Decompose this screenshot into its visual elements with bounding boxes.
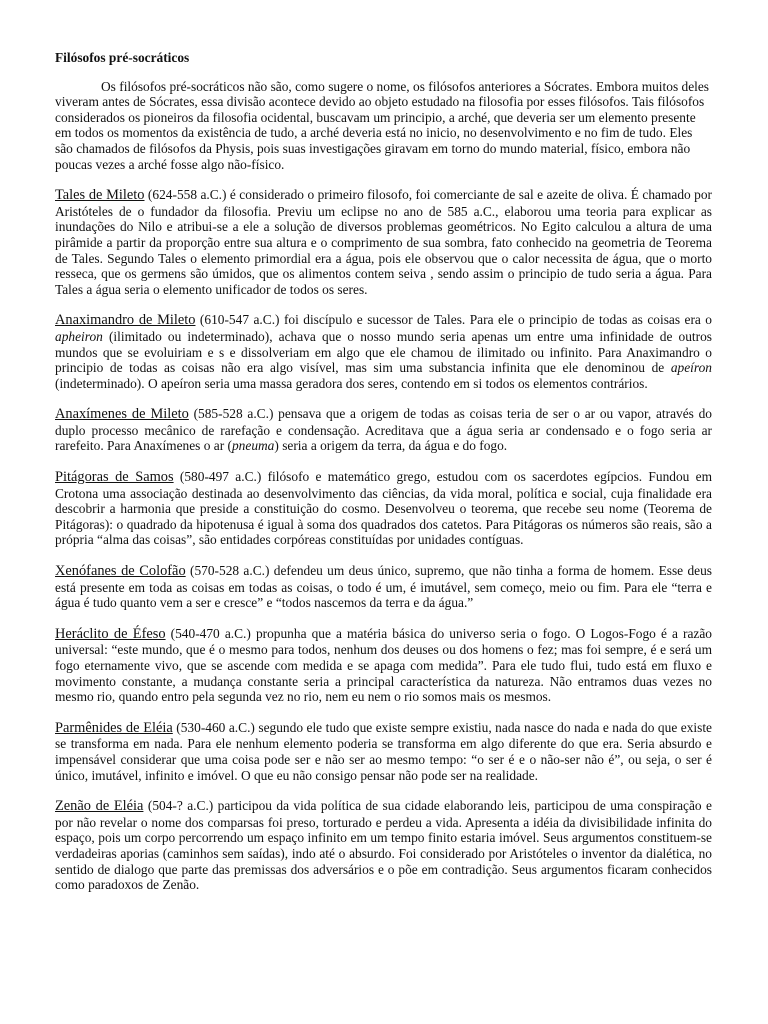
entry-zenao [55, 798, 712, 893]
entry-pitagoras [55, 469, 712, 548]
entry-anaximenes [55, 406, 712, 454]
entry-text: (indeterminado). O apeíron seria uma massa geradora dos seres, contendo em si todos os elementos contrários. [55, 375, 648, 391]
entry-text: (ilimitado ou indeterminado), achava que o nosso mundo seria apenas um entre uma infinidade de outros mundos que se evoluiriam e s e dissolveriam em algo que ele chamou de ilimitado ou infinito. Para Anaximandro o principio de todas as coisas não era algo visível, mas sim uma substancia infinita que ele denominou de [55, 328, 712, 376]
philosopher-name: Parmênides de Eléia [55, 719, 173, 736]
entry-tales [55, 187, 712, 297]
entry-heraclito [55, 626, 712, 705]
intro-paragraph: Os filósofos pré-socráticos não são, como sugere o nome, os filósofos anteriores a Sócrates. Embora muitos deles viveram antes de Sócrates, essa divisão acontece devido ao objeto estudado na filosofia por esses filósofos. Tais filósofos considerados os pioneiros da filosofia ocidental, buscavam um principio, a arché, que deveria ser um elemento presente em todos os momentos da existência de tudo, a arché deveria está no inicio, no desenvolvimento e no fim de tudo. Eles são chamados de filósofos da Physis, pois suas investigações giravam em torno do mundo material, físico, embora não poucas vezes a arché fosse algo não-físico. [55, 78, 710, 172]
entry-text: (570-528 a.C.) defendeu um deus único, supremo, que não tinha a forma de homem. Esse deus está presente em toda as coisas em todas as coisas, o todo é um, é imutável, sem começo, meio ou fim. Para ele “terra e água é tudo quanto vem a ser e cresce” e “todos nascemos da terra e da água.” [55, 563, 712, 611]
entry-text: (530-460 a.C.) segundo ele tudo que existe sempre existiu, nada nasce do nada e nada do que existe se transforma em nada. Para ele nenhum elemento poderia se transforma em algo diferente do que era. Seria absurdo e impensável considerar que uma coisa pode ser e não ser ao mesmo tempo: “o ser é e o não-ser não é”, ou seja, o ser é único, imutável, infinito e imóvel. O que eu não consigo pensar não pode ser na realidade. [55, 719, 712, 783]
entry-text: (624-558 a.C.) é considerado o primeiro filosofo, foi comerciante de sal e azeite de oliva. É chamado por Aristóteles de o fundador da filosofia. Previu um eclipse no ano de 585 a.C., elaborou uma teoria para explicar as inundações do Nilo e atribui-se a ele a solução de diversos problemas geométricos. No Egito calculou a altura de uma pirâmide a partir da proporção entre sua altura e o comprimento de sua sombra, fato conhecido na geometria de Teorema de Tales. Segundo Tales o elemento primordial era a água, pois ele observou que o calor necessita de água, que o morto resseca, que os germens são úmidos, que os alimentos contem seiva , sendo assim o principio de tudo seria a água. Para Tales a água seria o elemento unificador de todos os seres. [55, 187, 713, 297]
entry-text: (504-? a.C.) participou da vida política de sua cidade elaborando leis, participou de uma conspiração e por não revelar o nome dos comparsas foi preso, torturado e perdeu a vida. Apresenta a idéia da divisibilidade infinita do espaço, pois um corpo percorrendo um espaço infinito em um tempo finito estaria imóvel. Seus argumentos constituem-se verdadeiras aporias (caminhos sem saídas), indo até o absurdo. Foi considerado por Aristóteles o inventor da dialética, no sentido de dialogo que parte das premissas dos adversários e o põe em contradição. Seus argumentos ficaram conhecidos como paradoxos de Zenão. [55, 798, 712, 893]
entry-text: (540-470 a.C.) propunha que a matéria básica do universo seria o fogo. O Logos-Fogo é a razão universal: “este mundo, que é o mesmo para todos, nenhum dos deuses ou dos homens o fez; mas foi sempre, é e será um fogo eternamente vivo, que se ascende com medida e se apaga com medida”. Para ele tudo flui, tudo está em fluxo e movimento constante, a mudança constante seria a principal característica da natureza. Não entramos duas vezes no mesmo rio, quando entro pela segunda vez no rio, nem eu nem o rio somos mais os mesmos. [55, 625, 712, 705]
philosopher-name: Xenófanes de Colofão [55, 563, 186, 580]
philosopher-name: Anaxímenes de Mileto [55, 406, 189, 423]
philosopher-name: Pitágoras de Samos [55, 469, 174, 486]
entry-text: (580-497 a.C.) filósofo e matemático grego, estudou com os sacerdotes egípcios. Fundou em Crotona uma associação destinada ao desenvolvimento das ciências, da vida moral, política e social, cuja finalidade era descobrir a harmonia que preside a constituição do cosmo. Desenvolveu o teorema, que recebe seu nome (Teorema de Pitágoras): o quadrado da hipotenusa é igual à soma dos quadrados dos catetos. Para Pitágoras os números são reais, são a própria “alma das coisas”, são entidades corpóreas constituídas por unidades contíguas. [55, 469, 712, 548]
document-title: Filósofos pré-socráticos [55, 50, 190, 65]
entry-text: (610-547 a.C.) foi discípulo e sucessor de Tales. Para ele o principio de todas as coisas era o [195, 312, 713, 328]
philosopher-name: Heráclito de Éfeso [55, 625, 166, 642]
entry-parmenides [55, 720, 712, 783]
entry-text: (585-528 a.C.) pensava que a origem de todas as coisas teria de ser o ar ou vapor, através do duplo processo mecânico de rarefação e condensação. Acreditava que a água seria ar condensado e o fogo seria ar rarefeito. Para Anaxímenes o ar ( [55, 406, 712, 454]
entry-term: apheiron [55, 328, 103, 344]
entry-anaximandro [55, 312, 712, 391]
philosopher-name: Zenão de Eléia [55, 798, 144, 815]
entry-term: apeíron [670, 360, 712, 376]
philosopher-name: Anaximandro de Mileto [55, 312, 196, 329]
entry-xenofanes [55, 563, 712, 611]
document-page [55, 50, 712, 908]
entry-text: ) seria a origem da terra, da água e do fogo. [274, 438, 508, 454]
entry-term: pneuma [231, 438, 275, 454]
philosopher-name: Tales de Mileto [55, 187, 145, 204]
